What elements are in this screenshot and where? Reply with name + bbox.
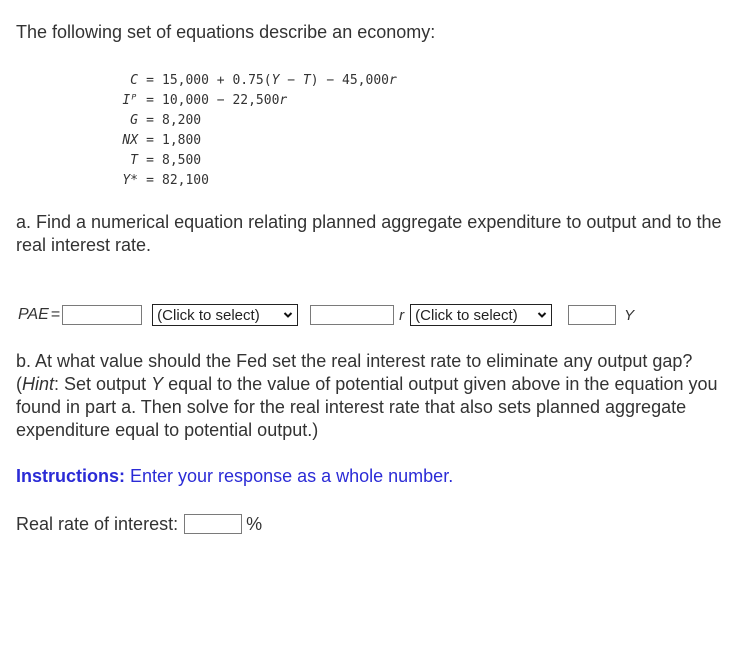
eq-sign: =	[146, 152, 154, 168]
intro-text: The following set of equations describe an economy:	[16, 22, 436, 42]
pae-r-coefficient-input[interactable]	[310, 305, 394, 325]
instructions-text: Enter your response as a whole number.	[125, 466, 454, 486]
eq-rhs: 8,500	[162, 152, 202, 168]
equation-potential-output	[106, 170, 397, 190]
instructions	[16, 466, 453, 487]
eq-lhs: NX	[122, 132, 138, 148]
sign-select-2[interactable]	[410, 304, 552, 326]
rate-input[interactable]	[184, 514, 242, 534]
eq-rhs: 8,200	[162, 112, 202, 128]
select-label: (Click to select)	[157, 306, 260, 324]
eq-lhs: Iᴾ	[122, 92, 138, 108]
eq-sign: =	[146, 112, 154, 128]
pae-equals: =	[50, 306, 61, 323]
pae-y-coefficient-input[interactable]	[568, 305, 616, 325]
eq-sign: =	[146, 72, 154, 88]
pae-equation-row	[18, 303, 634, 327]
equations-block	[106, 70, 397, 190]
eq-rhs: 15,000 + 0.75(Y − T) − 45,000r	[162, 72, 397, 88]
part-a-question: a. Find a numerical equation relating planned aggregate expenditure to output and to the real interest rate.	[16, 212, 722, 255]
eq-sign: =	[146, 132, 154, 148]
select-label: (Click to select)	[415, 306, 518, 324]
eq-lhs: G	[130, 112, 138, 128]
eq-lhs: C	[130, 72, 138, 88]
chevron-down-icon	[283, 310, 293, 320]
part-b-question: b. At what value should the Fed set the real interest rate to eliminate any output gap? (Hint: Set output Y equal to the value of potential output given above in the equation you found in part a. Then solve for the real interest rate that also sets planned aggregate expenditure equal to potential output.)	[16, 351, 718, 440]
equation-consumption	[106, 70, 397, 90]
y-label: Y	[624, 306, 635, 324]
equation-investment	[106, 90, 397, 110]
instructions-label: Instructions:	[16, 466, 126, 486]
equation-net-exports	[106, 130, 397, 150]
equation-taxes	[106, 150, 397, 170]
eq-lhs: T	[130, 152, 138, 168]
sign-select-1[interactable]	[152, 304, 298, 326]
pae-label: PAE	[18, 306, 49, 323]
r-label: r	[399, 306, 405, 324]
eq-rhs: 1,800	[162, 132, 202, 148]
rate-label: Real rate of interest:	[16, 513, 179, 534]
eq-sign: =	[146, 92, 154, 108]
eq-sign: =	[146, 172, 154, 188]
rate-answer-row	[16, 512, 262, 536]
percent-unit: %	[246, 513, 263, 534]
eq-lhs: Y*	[122, 172, 138, 188]
chevron-down-icon	[537, 310, 547, 320]
eq-rhs: 82,100	[162, 172, 209, 188]
pae-constant-input[interactable]	[62, 305, 142, 325]
eq-rhs: 10,000 − 22,500r	[162, 92, 288, 108]
equation-government	[106, 110, 397, 130]
